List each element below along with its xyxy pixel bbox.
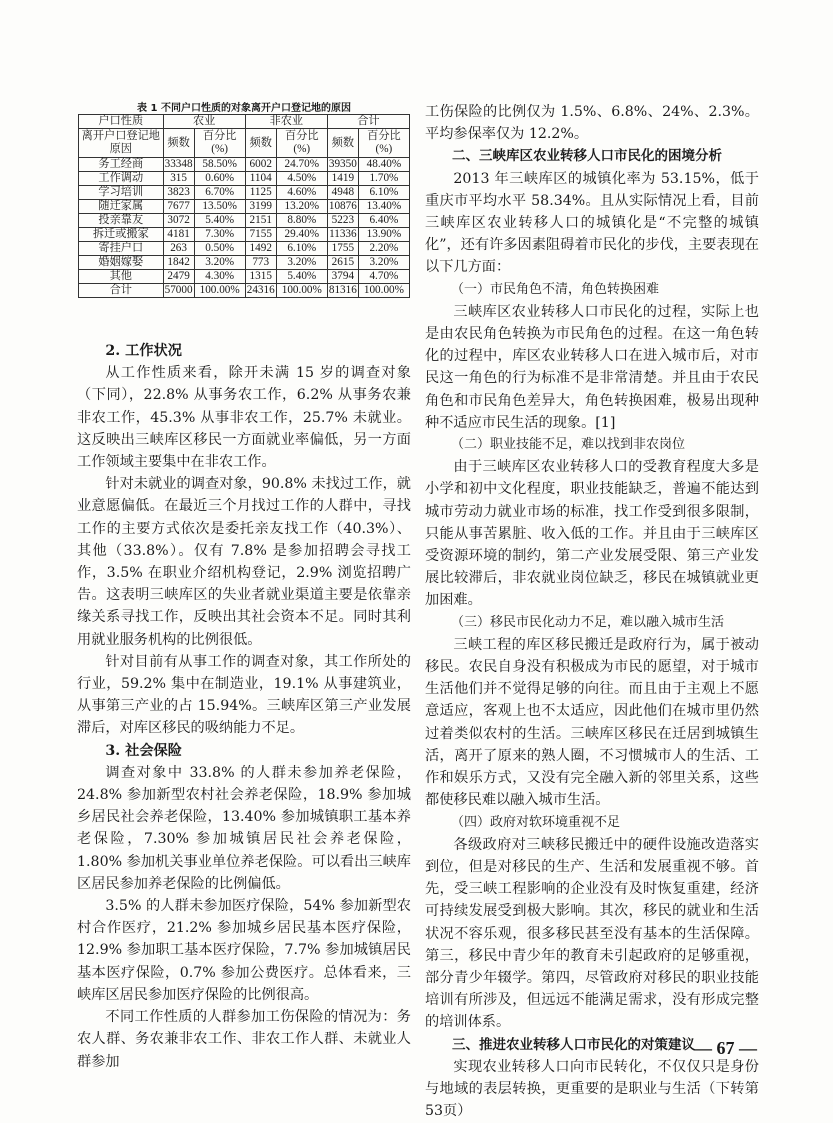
paragraph: 不同工作性质的人群参加工伤保险的情况为：务农人群、务农兼非农工作、非农工作人群、未就业人群参加	[77, 1009, 411, 1070]
table-cell: 7677	[163, 200, 194, 214]
paragraph: 针对目前有从事工作的调查对象，其工作所处的行业，59.2% 集中在制造业，19.1% 从事建筑业，从事第三产业的占 15.94%。三峡库区第三产业发展滞后，对库区移民的吸纳能力不足。	[77, 653, 411, 737]
table-cell: 3199	[245, 200, 276, 214]
table-cell: 5.40%	[276, 270, 327, 284]
table-cell: 1315	[245, 270, 276, 284]
table-cell: 3072	[163, 214, 194, 228]
table-cell: 11336	[329, 228, 357, 240]
table-row	[79, 186, 410, 200]
paragraph: 针对未就业的调查对象，90.8% 未找过工作，就业意愿偏低。在最近三个月找过工作的人群中，寻找工作的主要方式依次是委托亲友找工作（40.3%）、其他（33.8%）。仅有 7.8% 是参加招聘会寻找工作，3.5% 在职业介绍机构登记，2.9% 浏览招聘广告。这表明三峡库区的失业者就业渠道主要是依靠亲缘关系寻找工作，反映出其社会资本不足。同时其利用就业服务机构的比例很低。	[77, 476, 411, 648]
table-cell: 离开户口登记地原因	[79, 129, 164, 158]
table-cell: 频数	[327, 129, 358, 158]
table-cell: 1104	[245, 172, 276, 186]
table-cell: 3.20%	[358, 256, 409, 270]
section-heading: 2. 工作状况	[105, 343, 182, 359]
page-number: — 67 —	[694, 1038, 757, 1058]
table-cell: 100.00%	[276, 284, 327, 298]
table-cell: 1492	[245, 242, 276, 256]
table-cell: 29.40%	[276, 228, 327, 242]
section-heading: 二、三峡库区农业转移人口市民化的困境分析	[452, 148, 722, 165]
paragraph: 实现农业转移人口向市民转化，不仅仅只是身份与地域的表层转换，更重要的是职业与生活（下转第53页）	[425, 1058, 759, 1120]
table-cell: 3823	[163, 186, 194, 200]
paragraph: 3.5% 的人群未参加医疗保险，54% 参加新型农村合作医疗，21.2% 参加城乡居民基本医疗保险，12.9% 参加职工基本医疗保险，7.7% 参加城镇居民基本医疗保险，0.7% 参加公费医疗。总体看来，三峡库区居民参加医疗保险的比例很高。	[77, 898, 411, 1003]
paragraph: 三峡库区农业转移人口市民化的过程，实际上也是由农民角色转换为市民角色的过程。在这一角色转化的过程中，库区农业转移人口在进入城市后，对市民这一角色的行为标准不是非常清楚。并且由于农民角色和市民角色差异大，角色转换困难，极易出现种种不适应市民生活的现象。[1]	[425, 303, 759, 431]
table-cell: 5.40%	[194, 214, 245, 228]
data-table	[78, 114, 410, 298]
table-cell: 81316	[328, 284, 357, 296]
table-cell: 33348	[164, 158, 193, 170]
table-cell: 随迁家属	[79, 200, 164, 214]
table-cell: 3794	[327, 270, 358, 284]
table-cell: 其他	[79, 270, 164, 284]
table-cell: 0.60%	[194, 172, 245, 186]
table-cell: 48.40%	[358, 158, 409, 172]
table-cell: 6.70%	[194, 186, 245, 200]
table-cell: 13.50%	[194, 200, 245, 214]
table-cell: 百分比(%)	[358, 129, 409, 158]
table-row	[79, 270, 410, 284]
table-row	[79, 200, 410, 214]
section-heading: （四）政府对软环境重视不足	[451, 814, 621, 830]
table-row	[79, 172, 410, 186]
table-cell: 24.70%	[276, 158, 327, 172]
table-cell: 58.50%	[194, 158, 245, 172]
paragraph: 调查对象中 33.8% 的人群未参加养老保险，24.8% 参加新型农村社会养老保险，18.9% 参加城乡居民社会养老保险，13.40% 参加城镇职工基本养老保险，7.30% 参加城镇居民社会养老保险，1.80% 参加机关事业单位养老保险。可以看出三峡库区居民参加养老保险的比例偏低。	[77, 764, 411, 892]
table-cell: 4.50%	[276, 172, 327, 186]
table-cell: 24316	[246, 284, 275, 296]
table-cell: 投亲靠友	[79, 214, 164, 228]
paragraph: 由于三峡库区农业转移人口的受教育程度大多是小学和初中文化程度，职业技能缺乏，普遍不能达到城市劳动力就业市场的标准，找工作受到很多限制，只能从事苦累脏、收入低的工作。并且由于三峡库区受资源环境的制约，第二产业发展受限、第三产业发展比较滞后，非农就业岗位缺乏，移民在城镇就业更加困难。	[425, 459, 759, 609]
table-cell: 4.60%	[276, 186, 327, 200]
table-cell: 频数	[245, 129, 276, 158]
table-cell: 农业	[163, 115, 245, 129]
section-heading: （二）职业技能不足，难以找到非农岗位	[451, 437, 686, 453]
table-cell: 1755	[327, 242, 358, 256]
table-cell: 6.10%	[276, 242, 327, 256]
table-cell: 8.80%	[276, 214, 327, 228]
table-cell: 婚姻嫁娶	[79, 256, 164, 270]
table-cell: 1842	[163, 256, 194, 270]
table-cell: 4.30%	[194, 270, 245, 284]
table-cell: 1125	[245, 186, 276, 200]
table-cell: 0.50%	[194, 242, 245, 256]
table-caption: 表 1 不同户口性质的对象离开户口登记地的原因	[137, 103, 351, 114]
table-cell: 3.20%	[194, 256, 245, 270]
table-cell: 4181	[163, 228, 194, 242]
right-column	[425, 101, 759, 1122]
table-cell: 6.40%	[358, 214, 409, 228]
table-cell: 务工经商	[79, 158, 164, 172]
table-row	[79, 284, 410, 298]
table-cell: 1419	[327, 172, 358, 186]
table-cell: 6002	[245, 158, 276, 172]
table-cell: 百分比(%)	[194, 129, 245, 158]
table-cell: 13.40%	[358, 200, 409, 214]
table-cell: 100.00%	[358, 284, 409, 298]
table-cell: 7.30%	[194, 228, 245, 242]
table-cell: 57000	[164, 284, 193, 296]
table-cell: 13.90%	[358, 228, 409, 242]
table-cell: 工作调动	[79, 172, 164, 186]
table-cell: 4.70%	[358, 270, 409, 284]
table-cell: 2479	[163, 270, 194, 284]
table-header-row	[79, 129, 410, 158]
table-cell: 非农业	[245, 115, 327, 129]
paragraph: 工伤保险的比例仅为 1.5%、6.8%、24%、2.3%。平均参保率仅为 12.2%。	[425, 104, 759, 143]
table-cell: 2615	[327, 256, 358, 270]
paragraph: 从工作性质来看，除开未满 15 岁的调查对象（下同），22.8% 从事务农工作，6.2% 从事务农兼非农工作，45.3% 从事非农工作，25.7% 未就业。这反映出三峡库区移民一方面就业率偏低，另一方面工作领域主要集中在非农工作。	[77, 365, 411, 471]
table-cell: 频数	[163, 129, 194, 158]
table-cell: 5223	[327, 214, 358, 228]
paragraph: 2013 年三峡库区的城镇化率为 53.15%，低于重庆市平均水平 58.34%。且从实际情况上看，目前三峡库区农业转移人口的城镇化是“不完整的城镇化”，还有许多因素阻碍着市民化的步伐，主要表现在以下几方面：	[425, 170, 759, 276]
table-header-row	[79, 115, 410, 129]
table-cell: 7155	[245, 228, 276, 242]
table-cell: 学习培训	[79, 186, 164, 200]
table-row	[79, 228, 410, 242]
section-heading: （一）市民角色不清，角色转换困难	[451, 281, 660, 297]
table-cell: 10876	[328, 200, 357, 212]
table-row	[79, 214, 410, 228]
table-cell: 户口性质	[79, 115, 164, 129]
table-cell: 百分比(%)	[276, 129, 327, 158]
table-cell: 773	[245, 256, 276, 270]
table-cell: 1.70%	[358, 172, 409, 186]
table-cell: 100.00%	[194, 284, 245, 298]
table-row	[79, 242, 410, 256]
table-cell: 寄挂户口	[79, 242, 164, 256]
section-heading: 3. 社会保险	[105, 742, 182, 759]
table-cell: 315	[163, 172, 194, 186]
paragraph: 三峡工程的库区移民搬迁是政府行为，属于被动移民。农民自身没有积极成为市民的愿望，对于城市生活他们并不觉得足够的向往。而且由于主观上不愿意适应，客观上也不太适应，因此他们在城市里仍然过着类似农村的生活。三峡库区移民在迁居到城镇生活，离开了原来的熟人圈，不习惯城市人的生活、工作和娱乐方式，又没有完全融入新的邻里关系，这些都使移民难以融入城市生活。	[425, 636, 759, 809]
table-cell: 4948	[327, 186, 358, 200]
table-cell: 合计	[79, 284, 164, 298]
table-cell: 合计	[327, 115, 409, 129]
table-cell: 拆迁或搬家	[79, 228, 164, 242]
table-cell: 6.10%	[358, 186, 409, 200]
left-column	[77, 340, 411, 1073]
table-cell: 3.20%	[276, 256, 327, 270]
table-cell: 13.20%	[276, 200, 327, 214]
section-heading: 三、推进农业转移人口市民化的对策建议	[452, 1036, 695, 1053]
table-row	[79, 158, 410, 172]
table-row	[79, 256, 410, 270]
table-cell: 2.20%	[358, 242, 409, 256]
table-cell: 39350	[328, 158, 357, 170]
table-cell: 2151	[245, 214, 276, 228]
section-heading: （三）移民市民化动力不足，难以融入城市生活	[451, 614, 725, 630]
paragraph: 各级政府对三峡移民搬迁中的硬件设施改造落实到位，但是对移民的生产、生活和发展重视不够。首先，受三峡工程影响的企业没有及时恢复重建，经济可持续发展受到极大影响。其次，移民的就业和生活状况不容乐观，很多移民甚至没有基本的生活保障。第三，移民中青少年的教育未引起政府的足够重视，部分青少年辍学。第四，尽管政府对移民的职业技能培训有所涉及，但远远不能满足需求，没有形成完整的培训体系。	[425, 836, 759, 1031]
table-cell: 263	[163, 242, 194, 256]
